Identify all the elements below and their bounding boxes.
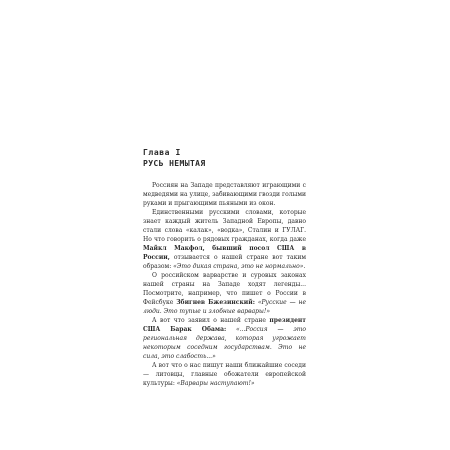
paragraph xyxy=(143,361,306,388)
paragraph xyxy=(143,181,306,208)
bold-run: президент США Барак Обама: xyxy=(143,317,306,333)
text-run: А вот что заявил о нашей стране xyxy=(152,317,270,324)
bold-run: Майкл Макфол, бывший посол США в России, xyxy=(143,245,306,261)
body-text xyxy=(143,181,306,388)
text-run: отзывается о нашей стране вот таким образом: xyxy=(143,254,306,270)
text-run: О российском варварстве и суровых законах нашей страны на Западе ходят легенды... Посмотрите, например, что пишет о России в Фейсбуке xyxy=(143,272,306,306)
chapter-label: Глава I xyxy=(143,148,181,157)
italic-quote: «Варвары наступают!» xyxy=(176,380,255,387)
bold-run: Збигнев Бжезинский: xyxy=(176,299,255,306)
text-run: А вот что о нас пишут наши ближайшие соседи — литовцы, главные обожатели европейской культуры: xyxy=(143,362,306,387)
italic-quote: «...Россия — это региональная держава, которая угрожает некоторым соседним государствам. Это не сила, это слабость...» xyxy=(143,326,306,360)
chapter-title: РУСЬ НЕМЫТАЯ xyxy=(143,159,206,168)
paragraph xyxy=(143,208,306,271)
paragraph xyxy=(143,316,306,361)
paragraph xyxy=(143,271,306,316)
italic-quote: «Это дикая страна, это не нормально» xyxy=(173,263,304,270)
text-column xyxy=(143,147,306,388)
text-run: Единственными русскими словами, которые знает каждый житель Западной Европы, давно стали слова «калак», «водка», Сталин и ГУЛАГ. Но что говорить о рядовых гражданах, когда даже xyxy=(143,209,306,243)
text-run xyxy=(226,326,236,333)
italic-quote: «Русские — не люди. Это тупые и злобные варвары!» xyxy=(143,299,306,315)
text-run: . xyxy=(303,263,306,270)
text-run: Россиян на Западе представляют играющими с медведями на улице, забивающими гвозди голыми руками и прыгающими пьяными из окон. xyxy=(143,182,306,207)
